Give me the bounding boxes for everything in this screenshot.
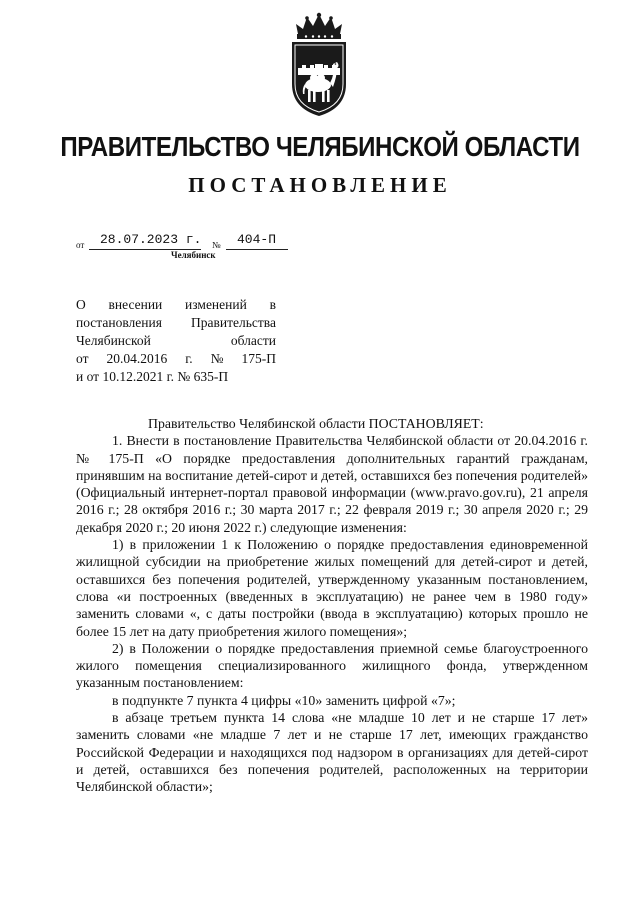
subject-word: внесении bbox=[108, 297, 163, 312]
subject-word: от bbox=[76, 351, 89, 366]
subject-word: Челябинской bbox=[76, 333, 151, 348]
number-prefix: № bbox=[212, 240, 221, 250]
subject-line bbox=[76, 350, 276, 368]
organization-title: ПРАВИТЕЛЬСТВО ЧЕЛЯБИНСКОЙ ОБЛАСТИ bbox=[60, 131, 580, 162]
subject-word: 175-П bbox=[241, 351, 276, 366]
subject-word: изменений bbox=[185, 297, 247, 312]
document-date: 28.07.2023 г. bbox=[100, 232, 202, 247]
body-paragraph: в подпункте 7 пункта 4 цифры «10» заменить цифрой «7»; bbox=[112, 692, 456, 708]
date-prefix: от bbox=[76, 240, 85, 250]
subject-line bbox=[76, 314, 276, 332]
document-type-title: ПОСТАНОВЛЕНИЕ bbox=[188, 173, 452, 197]
document-body bbox=[76, 415, 588, 796]
coat-of-arms-icon bbox=[286, 12, 352, 118]
number-underline bbox=[226, 249, 288, 250]
subject-word: 20.04.2016 bbox=[106, 351, 168, 366]
body-paragraph: в абзаце третьем пункта 14 слова «не младше 10 лет и не старше 17 лет» заменить словами «не младше 7 лет и не старше 17 лет, имеющих гражданство Российской Федерации и находящихся под надзором в организациях для детей-сирот и детей, оставшихся без попечения родителей, расположенных на территории Челябинской области»; bbox=[76, 710, 588, 795]
subject-line bbox=[76, 332, 276, 350]
subject-word: области bbox=[230, 333, 276, 348]
body-paragraph: 1. Внести в постановление Правительства Челябинской области от 20.04.2016 г. № 175-П «О порядке предоставления дополнительных гарантий гражданам, принявшим на воспитание детей-сирот и детей, оставшихся без попечения родителей» (Официальный интернет-портал правовой информации (www.pravo.gov.ru), 21 апреля 2016 г.; 28 октября 2016 г.; 30 марта 2017 г.; 22 февраля 2019 г.; 30 апреля 2020 г.; 29 декабря 2020 г.; 20 июня 2022 г.) следующие изменения: bbox=[76, 433, 588, 535]
subject-word: № bbox=[210, 351, 224, 366]
subject-word: в bbox=[269, 297, 276, 312]
subject-word: О bbox=[76, 297, 86, 312]
subject-line bbox=[76, 368, 276, 386]
subject-word: г. bbox=[185, 351, 193, 366]
preamble: Правительство Челябинской области ПОСТАНОВЛЯЕТ: bbox=[148, 416, 484, 431]
body-paragraph: 2) в Положении о порядке предоставления приемной семье благоустроенного жилого помещения специализированного жилищного фонда, утвержденном указанным постановлением: bbox=[76, 640, 588, 691]
subject-word: постановления bbox=[76, 315, 162, 330]
body-paragraph: 1) в приложении 1 к Положению о порядке предоставления единовременной жилищной субсидии на приобретение жилых помещений для детей-сирот и детей, оставшихся без попечения родителей, утвержденному указанным постановлением, слова «и построенных (введенных в эксплуатацию) не ранее чем в 1980 году» заменить словами «, с даты постройки (ввода в эксплуатацию) которых прошло не более 15 лет на дату приобретения жилого помещения»; bbox=[76, 537, 588, 639]
document-number: 404-П bbox=[237, 232, 277, 247]
document-meta bbox=[76, 230, 396, 254]
subject-word: Правительства bbox=[191, 315, 276, 330]
subject-word: и от 10.12.2021 г. № 635-П bbox=[76, 369, 229, 384]
document-city: Челябинск bbox=[171, 250, 216, 260]
subject-line bbox=[76, 296, 276, 314]
document-subject bbox=[76, 296, 276, 386]
